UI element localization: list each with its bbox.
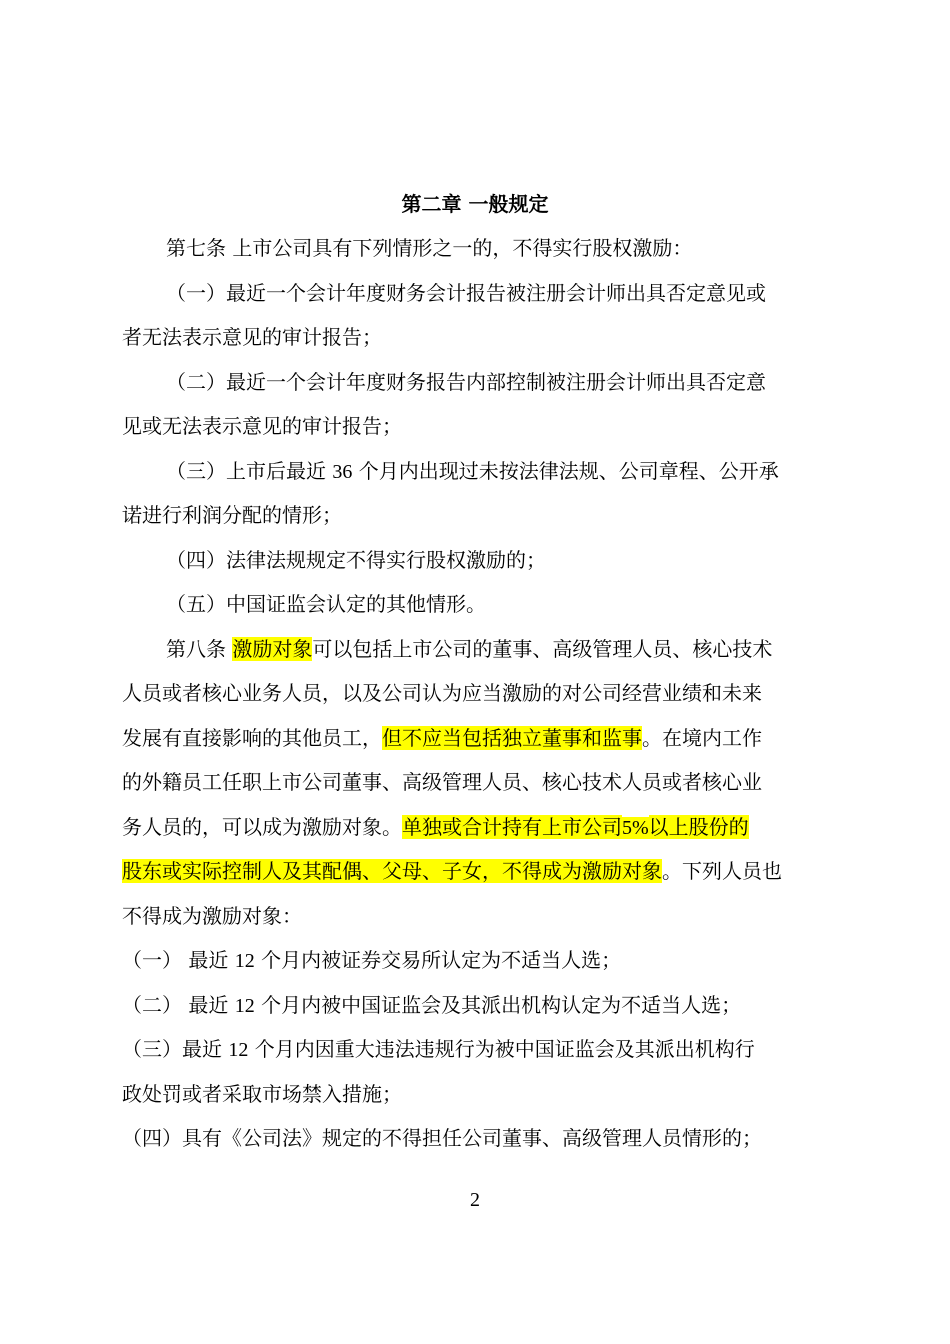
highlighted-number: 5% bbox=[622, 817, 649, 839]
article-8-line-4: 的外籍员工任职上市公司董事、高级管理人员、核心技术人员或者核心业 bbox=[122, 770, 762, 794]
article-7-item-1-line-2: 者无法表示意见的审计报告； bbox=[122, 325, 382, 349]
highlighted-text: 以上股份的 bbox=[648, 815, 749, 839]
number: 12 bbox=[234, 995, 255, 1017]
article-8-sub-item-1 bbox=[122, 940, 621, 981]
article-8-sub-item-4: （四）具有《公司法》规定的不得担任公司董事、高级管理人员情形的； bbox=[122, 1126, 762, 1150]
article-8-line-1 bbox=[166, 629, 772, 669]
article-7-item-2-line-2: 见或无法表示意见的审计报告； bbox=[122, 414, 402, 438]
article-7-item-2-line-1: （二）最近一个会计年度财务报告内部控制被注册会计师出具否定意 bbox=[166, 370, 766, 394]
text-segment: 个月内被中国证监会及其派出机构认定为不适当人选； bbox=[261, 993, 742, 1017]
article-8-sub-item-3-line-2: 政处罚或者采取市场禁入措施； bbox=[122, 1082, 402, 1106]
text-segment: 发展有直接影响的其他员工， bbox=[122, 726, 382, 750]
text-segment: 个月内因重大违法违规行为被中国证监会及其派出机构行 bbox=[254, 1037, 755, 1061]
text-segment: 个月内被证券交易所认定为不适当人选； bbox=[261, 948, 622, 972]
text-segment: 。在境内工作 bbox=[642, 726, 762, 750]
article-8-line-7: 不得成为激励对象： bbox=[122, 904, 302, 928]
article-7-item-4: （四）法律法规规定不得实行股权激励的； bbox=[166, 548, 546, 572]
text-segment: （三）上市后最近 bbox=[166, 459, 326, 483]
article-8-line-3 bbox=[122, 718, 762, 758]
article-7-item-3-line-2: 诺进行利润分配的情形； bbox=[122, 503, 342, 527]
article-8-sub-item-2 bbox=[122, 985, 741, 1026]
text-segment: 务人员的，可以成为激励对象。 bbox=[122, 815, 402, 839]
article-7-item-3-line-1 bbox=[166, 451, 779, 492]
highlighted-text: 股东或实际控制人及其配偶、父母、子女，不得成为激励对象 bbox=[122, 859, 662, 883]
article-8-line-5 bbox=[122, 807, 749, 848]
number: 12 bbox=[228, 1039, 249, 1061]
text-segment: 第八条 bbox=[166, 637, 233, 661]
highlighted-text: 单独或合计持有上市公司 bbox=[402, 815, 622, 839]
number: 12 bbox=[234, 950, 255, 972]
text-segment: （一） 最近 bbox=[122, 948, 229, 972]
highlighted-text: 激励对象 bbox=[232, 637, 313, 661]
text-segment: 可以包括上市公司的董事、高级管理人员、核心技术 bbox=[312, 637, 773, 661]
article-7-item-5: （五）中国证监会认定的其他情形。 bbox=[166, 592, 486, 616]
article-7-intro: 第七条 上市公司具有下列情形之一的，不得实行股权激励： bbox=[166, 236, 693, 260]
article-7-item-1-line-1: （一）最近一个会计年度财务会计报告被注册会计师出具否定意见或 bbox=[166, 281, 766, 305]
text-segment: （二） 最近 bbox=[122, 993, 229, 1017]
highlighted-text: 但不应当包括独立董事和监事 bbox=[382, 726, 642, 750]
article-8-line-2: 人员或者核心业务人员，以及公司认为应当激励的对公司经营业绩和未来 bbox=[122, 681, 762, 705]
text-segment: （三）最近 bbox=[122, 1037, 222, 1061]
article-8-sub-item-3-line-1 bbox=[122, 1029, 755, 1070]
chapter-title: 第二章 一般规定 bbox=[401, 192, 549, 216]
article-8-line-6 bbox=[122, 851, 782, 891]
page-number: 2 bbox=[470, 1189, 480, 1211]
number: 36 bbox=[332, 461, 353, 483]
text-segment: 。下列人员也 bbox=[662, 859, 782, 883]
text-segment: 个月内出现过未按法律法规、公司章程、公开承 bbox=[358, 459, 779, 483]
